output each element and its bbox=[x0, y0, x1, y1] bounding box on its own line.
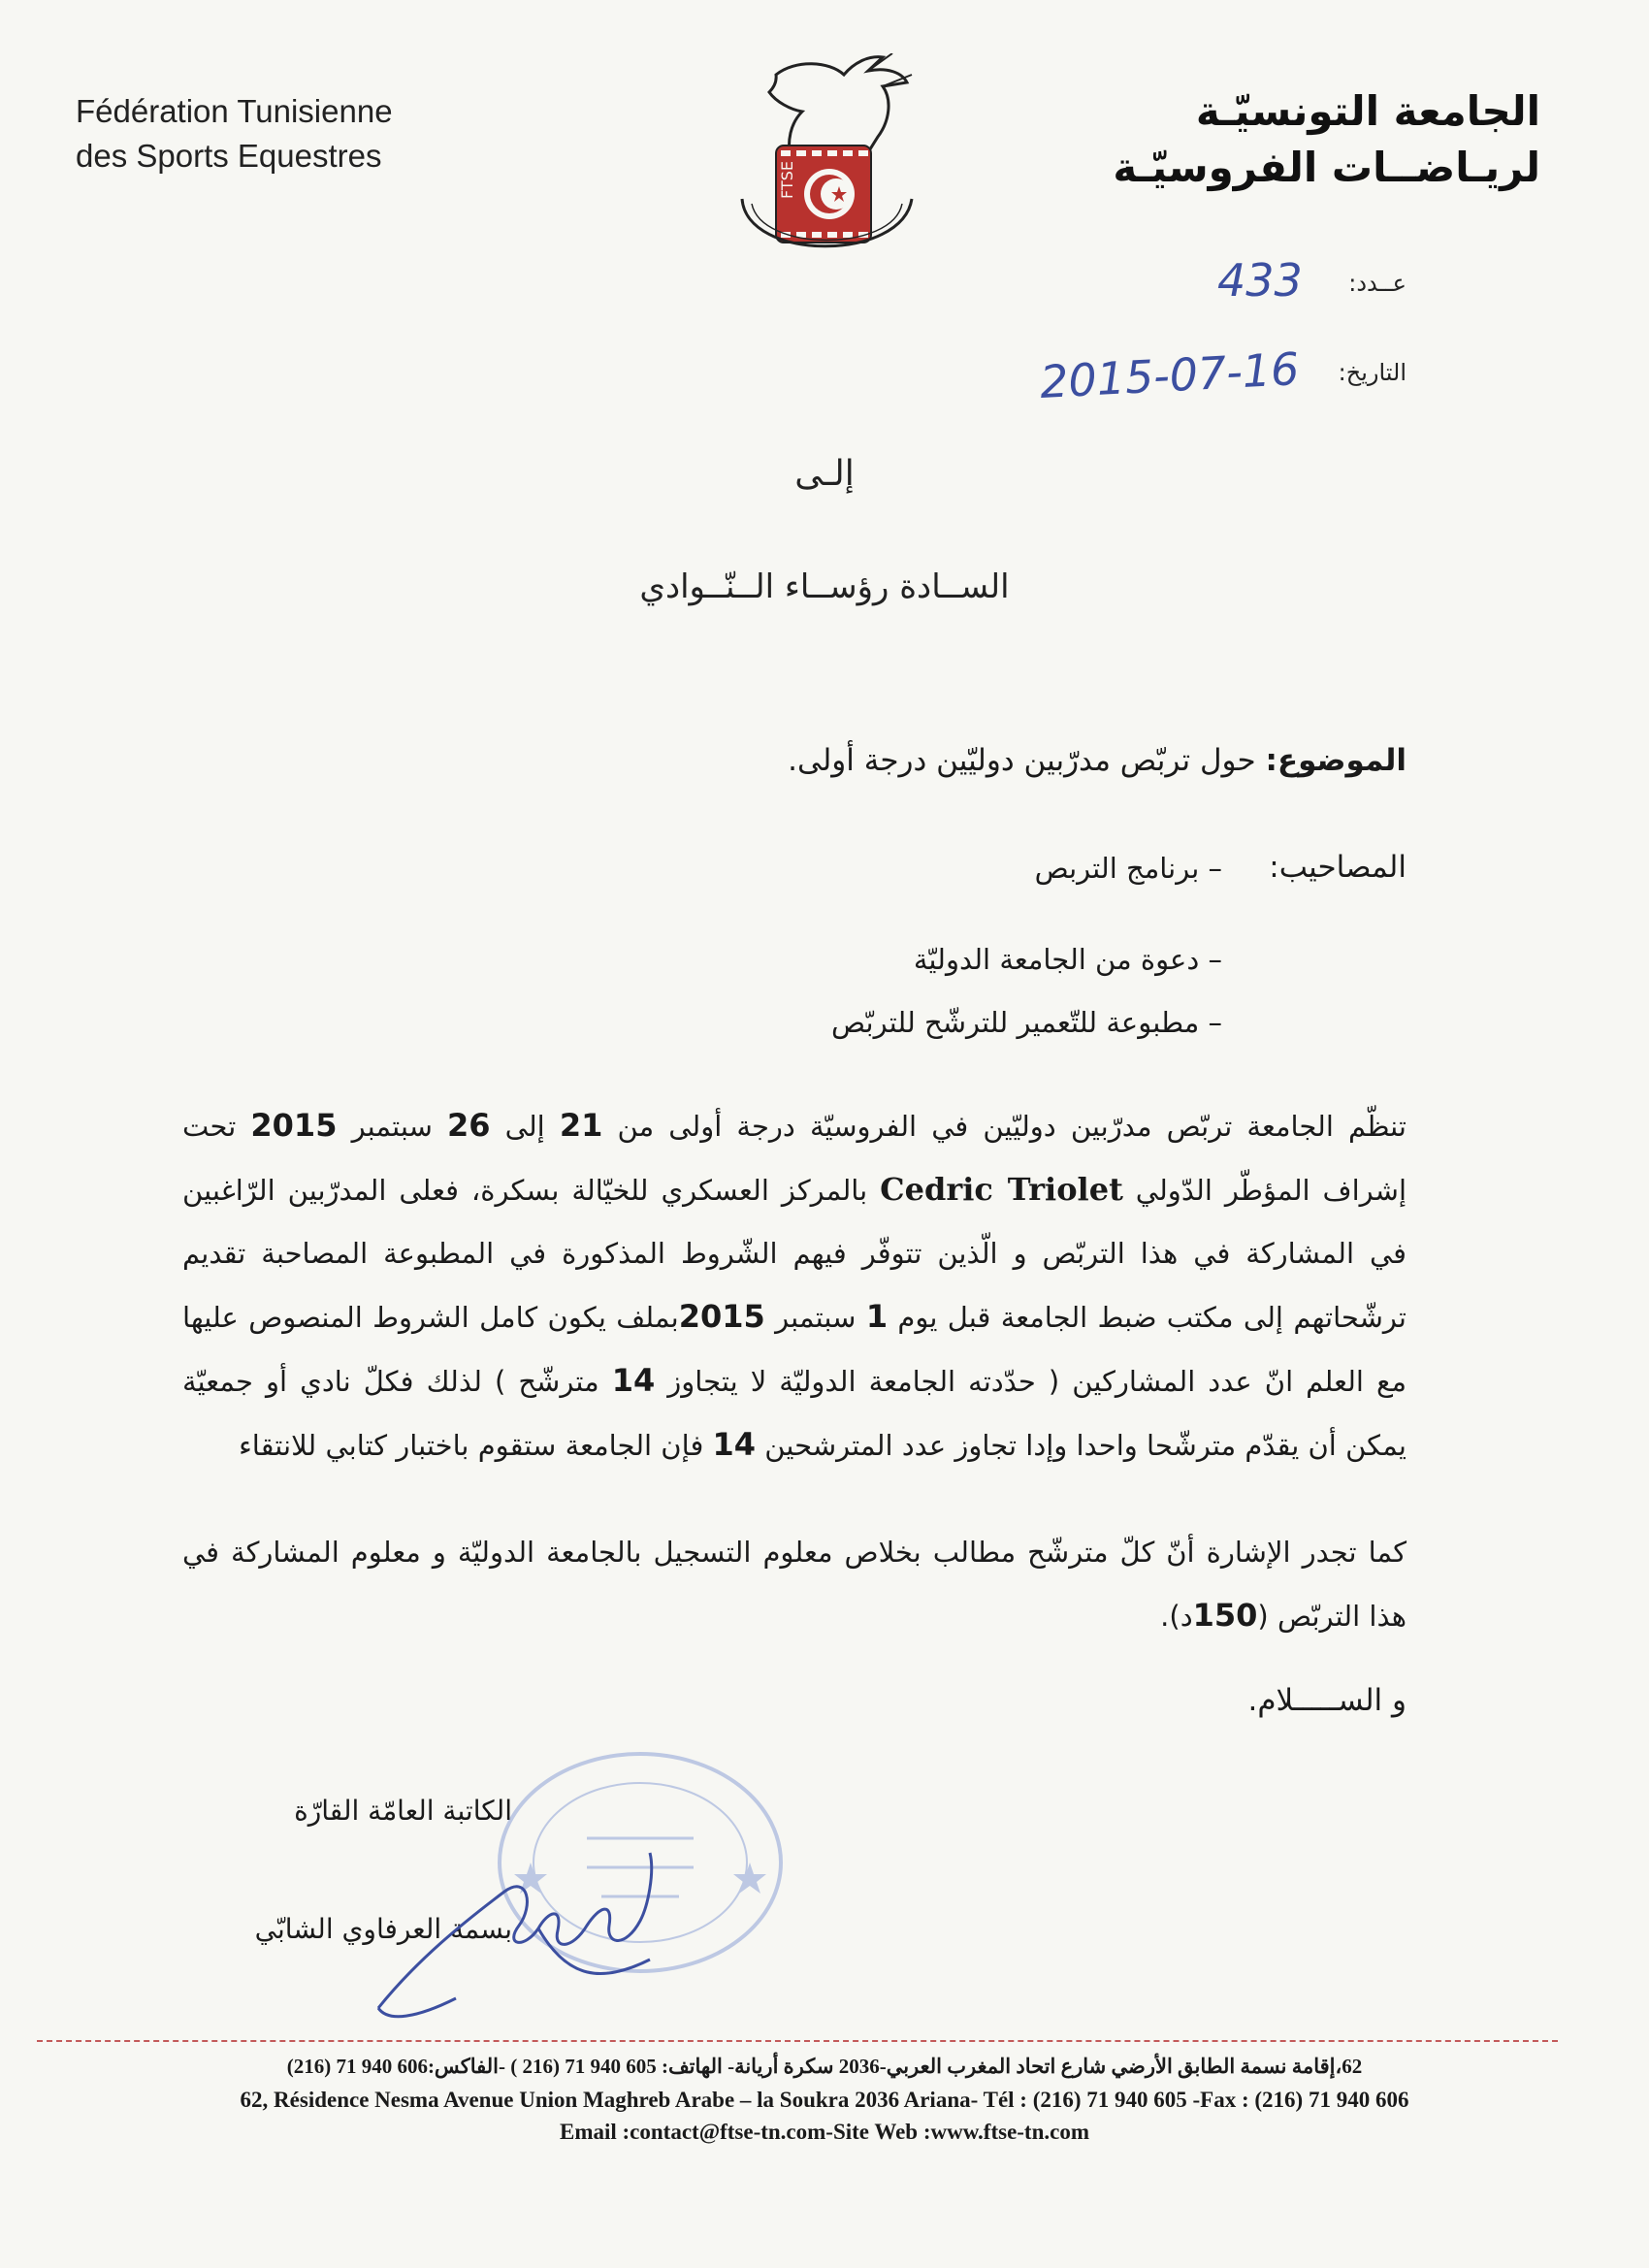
signatory-title: الكاتبة العامّة القارّة bbox=[294, 1795, 512, 1827]
reference-date-label: التاريخ: bbox=[1338, 359, 1406, 386]
header-arabic-line2: لريـاضــات الفروسيّـة bbox=[1113, 144, 1540, 191]
body-number: 150 bbox=[1192, 1597, 1258, 1634]
addressee-recipients: الســادة رؤســاء الــنّــوادي bbox=[639, 567, 1010, 606]
header-french bbox=[76, 89, 393, 178]
body-text-run: تحت إشراف المؤطّر الدّولي bbox=[182, 1110, 1407, 1207]
footer-address-arabic: 62،إقامة نسمة الطابق الأرضي شارع اتحاد المغرب العربي-2036 سكرة أريانة- الهاتف: 605 940 71 (216 ) -الفاكس:606 940 71 (216) bbox=[286, 2055, 1363, 2078]
attachment-item: – مطبوعة للتّعمير للترشّح للتربّص bbox=[831, 1006, 1222, 1039]
body-text-run: تنظّم الجامعة تربّص مدرّبين دوليّين في الفروسيّة درجة أولى من bbox=[602, 1110, 1406, 1143]
body-text-run: فإن الجامعة ستقوم باختبار كتابي للانتقاء bbox=[239, 1429, 713, 1462]
header-french-line1: Fédération Tunisienne bbox=[76, 93, 393, 129]
federation-logo bbox=[723, 53, 931, 281]
body-text-run: بملف يكون كامل الشروط المنصوص عليها مع العلم انّ عدد المشاركين ( حدّدته الجامعة الدوليّة لا يتجاوز bbox=[182, 1301, 1406, 1398]
handwritten-signature bbox=[359, 1814, 669, 2047]
body-number: 2015 bbox=[678, 1298, 765, 1335]
subject-text: حول تربّص مدرّبين دوليّين درجة أولى. bbox=[788, 743, 1256, 778]
header-arabic-line1: الجامعة التونسيّـة bbox=[1195, 87, 1540, 135]
body-paragraph-1 bbox=[182, 1094, 1406, 1477]
body-text-run: سبتمبر bbox=[764, 1301, 866, 1334]
footer-divider bbox=[37, 2040, 1558, 2042]
closing-salutation: و الســـــلام. bbox=[1247, 1683, 1406, 1718]
body-text-run: مترشّح ) لذلك فكلّ نادي أو جمعيّة يمكن أن يقدّم مترشّحا واحدا وإدا تجاوز عدد المترشحين bbox=[182, 1365, 1406, 1462]
body-text-run: سبتمبر bbox=[337, 1110, 448, 1143]
attachments-label: المصاحيب: bbox=[1269, 850, 1406, 885]
body-text-run: د). bbox=[1160, 1600, 1193, 1633]
reference-date-value: 2015-07-16 bbox=[1038, 342, 1301, 408]
body-number: 1 bbox=[865, 1298, 889, 1335]
attachment-item: – دعوة من الجامعة الدوليّة bbox=[913, 943, 1222, 976]
subject-line bbox=[788, 743, 1406, 778]
logo-letters: FTSE bbox=[778, 161, 796, 199]
body-text-run: بالمركز العسكري للخيّالة بسكرة، فعلى المدرّبين الرّاغبين في المشاركة في هذا التربّص و الّذين تتوفّر فيهم الشّروط المذكورة في المطبوعة المصاحبة تقديم ترشّحاتهم إلى مكتب ضبط الجامعة قبل يوم bbox=[182, 1174, 1406, 1334]
header-french-line2: des Sports Equestres bbox=[76, 138, 382, 174]
reference-number-label: عــدد: bbox=[1348, 270, 1406, 297]
addressee-to: إلـى bbox=[794, 454, 855, 494]
attachment-item: – برنامج التربص bbox=[1034, 852, 1222, 885]
body-text-run: إلى bbox=[490, 1110, 560, 1143]
body-number: 21 bbox=[559, 1107, 603, 1144]
signatory-name: بسمة العرفاوي الشابّي bbox=[254, 1913, 512, 1945]
footer-contact: Email :contact@ftse-tn.com-Site Web :www.ftse-tn.com bbox=[559, 2120, 1089, 2144]
body-paragraph-2 bbox=[182, 1521, 1406, 1648]
body-text-run: كما تجدر الإشارة أنّ كلّ مترشّح مطالب بخلاص معلوم التسجيل بالجامعة الدوليّة و معلوم المشاركة في هذا التربّص ( bbox=[182, 1536, 1406, 1633]
trainer-name: Cedric Triolet bbox=[880, 1171, 1123, 1208]
subject-label: الموضوع: bbox=[1265, 743, 1406, 778]
footer-address-french: 62, Résidence Nesma Avenue Union Maghreb Arabe – la Soukra 2036 Ariana- Tél : (216) 71 940 605 -Fax : (216) 71 940 606 bbox=[240, 2088, 1409, 2112]
header-arabic bbox=[1113, 83, 1540, 196]
body-number: 26 bbox=[447, 1107, 491, 1144]
reference-number-value: 433 bbox=[1217, 254, 1303, 307]
body-number: 14 bbox=[712, 1426, 757, 1463]
body-number: 14 bbox=[611, 1362, 656, 1399]
body-number: 2015 bbox=[250, 1107, 338, 1144]
